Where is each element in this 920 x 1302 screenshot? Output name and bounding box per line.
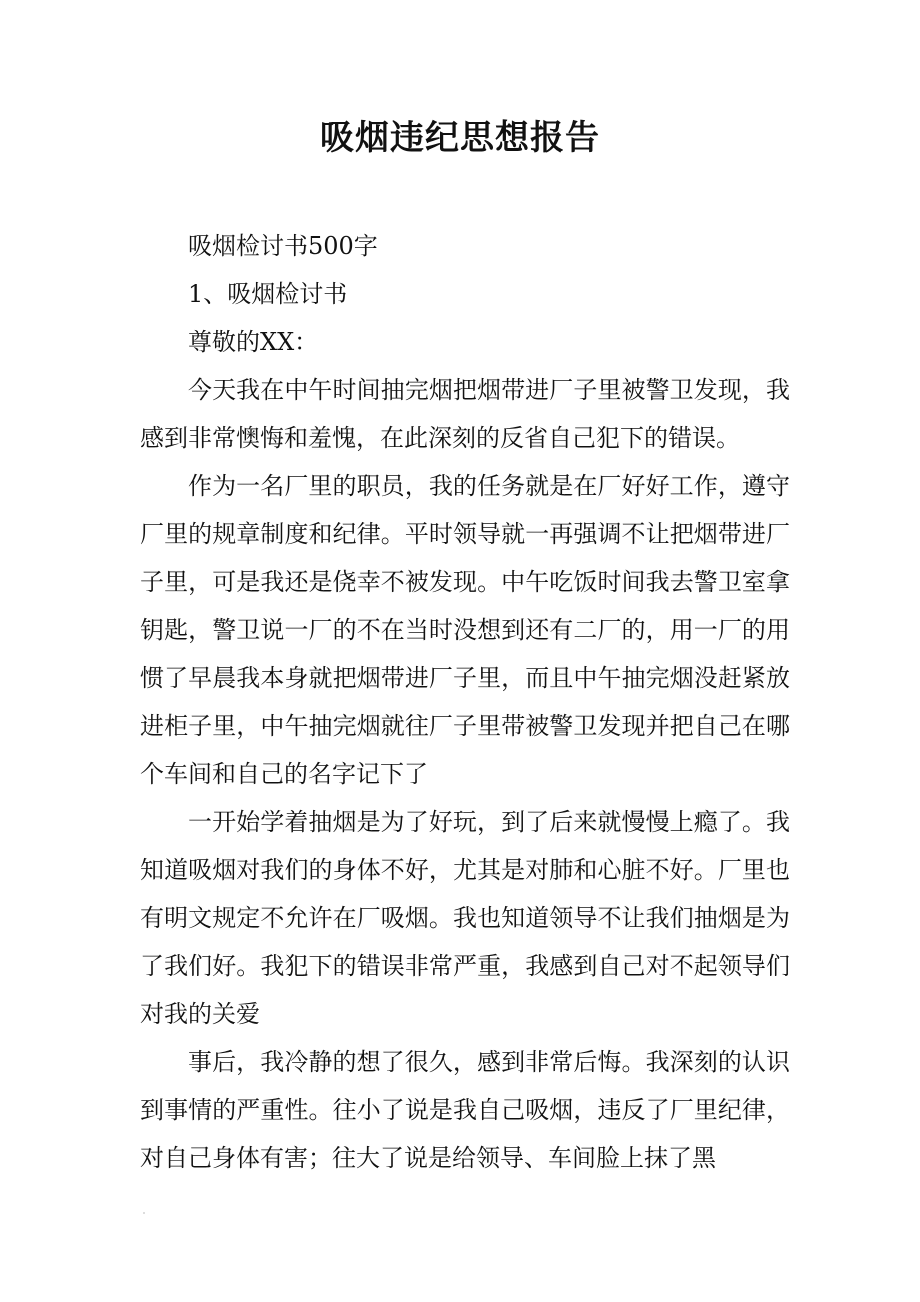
paragraph-body: 一开始学着抽烟是为了好玩，到了后来就慢慢上瘾了。我知道吸烟对我们的身体不好，尤其是对肺和心脏不好。厂里也有明文规定不允许在厂吸烟。我也知道领导不让我们抽烟是为了我们好。我犯下的错误非常严重，我感到自己对不起领导们对我的关爱 <box>140 808 790 1028</box>
paragraph-body: 作为一名厂里的职员，我的任务就是在厂好好工作，遵守厂里的规章制度和纪律。平时领导就一再强调不让把烟带进厂子里，可是我还是侥幸不被发现。中午吃饭时间我去警卫室拿钥匙，警卫说一厂的不在当时没想到还有二厂的，用一厂的用惯了早晨我本身就把烟带进厂子里，而且中午抽完烟没赶紧放进柜子里，中午抽完烟就往厂子里带被警卫发现并把自己在哪个车间和自己的名字记下了 <box>140 472 790 788</box>
paragraph-body: 今天我在中午时间抽完烟把烟带进厂子里被警卫发现，我感到非常懊悔和羞愧，在此深刻的反省自己犯下的错误。 <box>140 376 790 452</box>
document-title: 吸烟违纪思想报告 <box>320 118 600 158</box>
paragraph-body: 事后，我冷静的想了很久，感到非常后悔。我深刻的认识到事情的严重性。往小了说是我自己吸烟，违反了厂里纪律，对自己身体有害；往大了说是给领导、车间脸上抹了黑 <box>140 1048 790 1172</box>
paragraph-section-heading: 1、吸烟检讨书 <box>188 280 348 308</box>
page-speck <box>143 1212 145 1214</box>
document-body <box>140 222 790 1182</box>
paragraph-subtitle: 吸烟检讨书500字 <box>188 232 378 260</box>
paragraph-salutation: 尊敬的XX： <box>188 328 319 356</box>
